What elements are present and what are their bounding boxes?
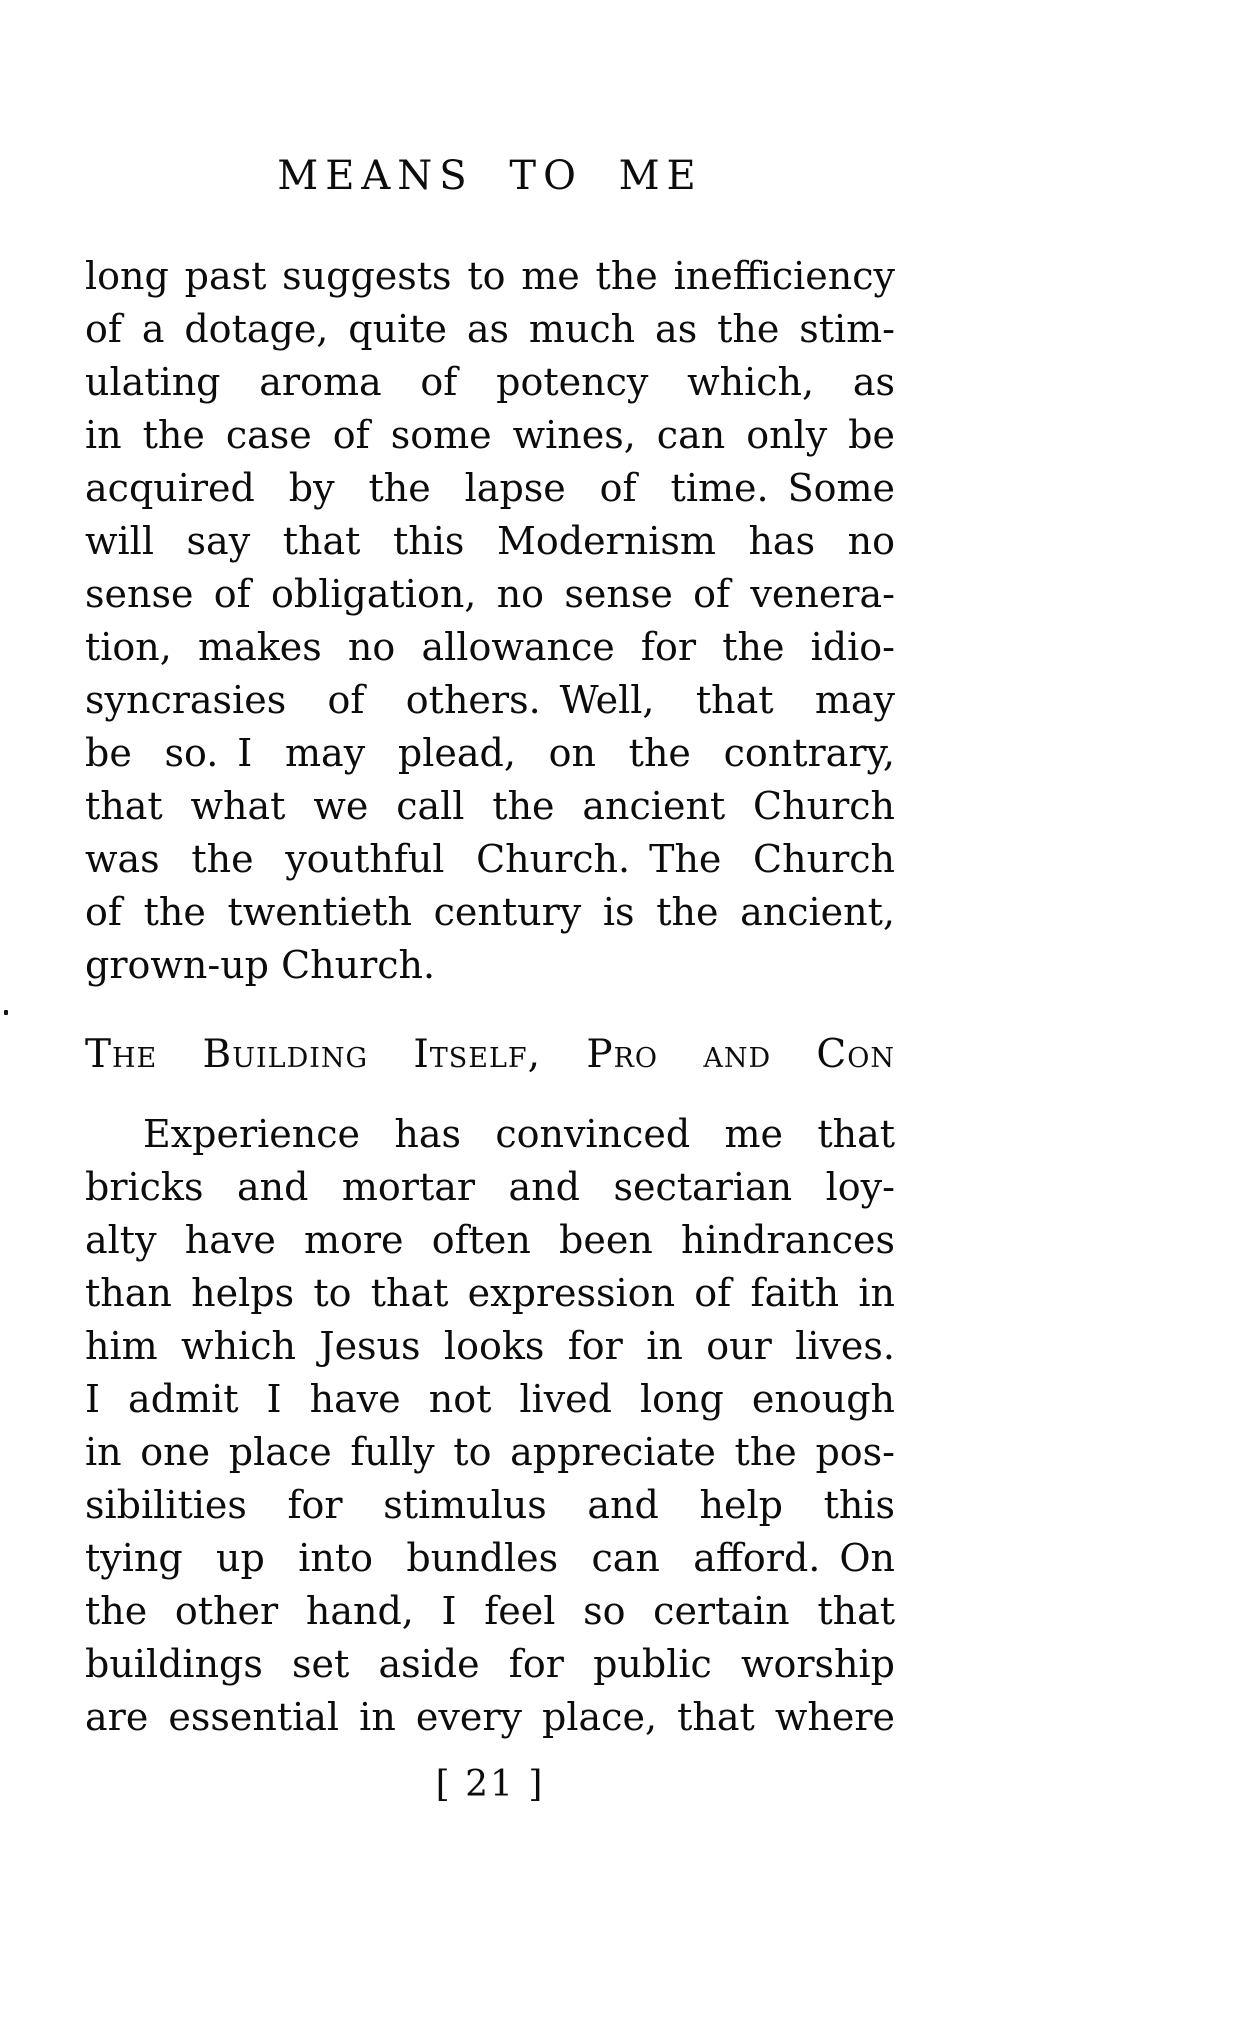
paragraph-2 (85, 1108, 895, 1744)
paragraph-line: that what we call the ancient Church (85, 784, 895, 828)
paragraph-line: sibilities for stimulus and help this (85, 1483, 895, 1527)
paragraph-line: are essential in every place, that where (85, 1695, 895, 1739)
page-number: [ 21 ] (435, 1764, 545, 1805)
paragraph-line: was the youthful Church. The Church (85, 837, 895, 881)
paragraph-line: syncrasies of others. Well, that may (85, 678, 895, 722)
paragraph-line: the other hand, I feel so certain that (85, 1589, 895, 1633)
paragraph-line: in one place fully to appreciate the pos- (85, 1430, 895, 1474)
paragraph-line: be so. I may plead, on the contrary, (85, 731, 895, 775)
paragraph-line: tying up into bundles can afford. On (85, 1536, 895, 1580)
paragraph-line: him which Jesus looks for in our lives. (85, 1324, 895, 1368)
running-header: MEANS TO ME (277, 153, 703, 199)
section-heading: The Building Itself, Pro and Con (85, 1032, 895, 1077)
paragraph-line: will say that this Modernism has no (85, 519, 895, 563)
paragraph-line: alty have more often been hindrances (85, 1218, 895, 1262)
scan-speck (4, 1010, 8, 1015)
paragraph-line: than helps to that expression of faith in (85, 1271, 895, 1315)
paragraph-line: of the twentieth century is the ancient, (85, 890, 895, 934)
paragraph-line: tion, makes no allowance for the idio- (85, 625, 895, 669)
paragraph-line: in the case of some wines, can only be (85, 413, 895, 457)
paragraph-line: sense of obligation, no sense of venera- (85, 572, 895, 616)
paragraph-line: Experience has convinced me that (143, 1112, 895, 1156)
paragraph-1 (85, 250, 895, 992)
paragraph-line: bricks and mortar and sectarian loy- (85, 1165, 895, 1209)
paragraph-line: of a dotage, quite as much as the stim- (85, 307, 895, 351)
paragraph-line: buildings set aside for public worship (85, 1642, 895, 1686)
paragraph-line: acquired by the lapse of time. Some (85, 466, 895, 510)
paragraph-line: long past suggests to me the inefficiency (85, 254, 895, 298)
paragraph-line: I admit I have not lived long enough (85, 1377, 895, 1421)
paragraph-line: ulating aroma of potency which, as (85, 360, 895, 404)
paragraph-line: grown-up Church. (85, 943, 436, 987)
